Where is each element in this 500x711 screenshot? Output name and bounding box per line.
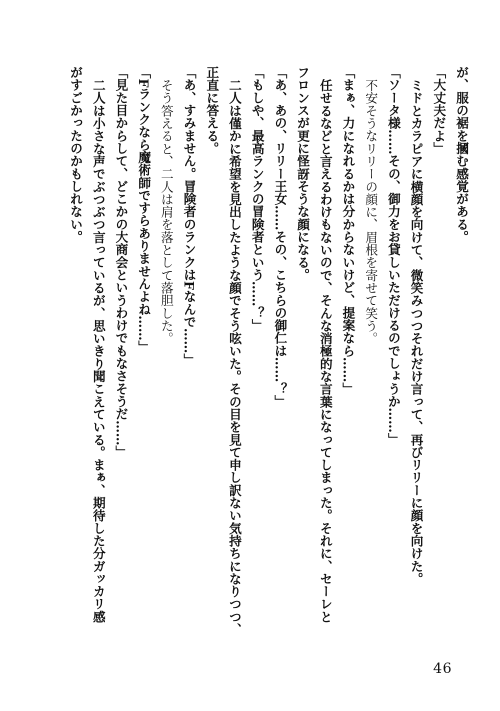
- text-line-17: 二人は小さな声でぶつぶつ言っているが、思いきり聞こえている。まぁ、期待した分ガッカリ感: [90, 78, 106, 623]
- text-line-16: 「見た目からして、どこかの大商会というわけでもなさそうだ……」: [113, 66, 129, 459]
- text-line-8: フロンスが更に怪訝そうな顔になる。: [295, 66, 311, 282]
- text-line-15: 「Fランクなら魔術師ですらありませんよね……」: [136, 66, 152, 354]
- text-line-7: 任せるなどと言えるわけもないので、そんな消極的な言葉になってしまった。それに、セーレと: [317, 78, 333, 623]
- text-line-2: 「大丈夫だよ」: [431, 66, 447, 155]
- text-line-10: 「もしや、最高ランクの冒険者という……？」: [249, 66, 265, 332]
- vertical-text-block: [24, 66, 472, 636]
- text-line-9: 「あ、あの、リリー王女……その、こちらの御仁は……？」: [272, 66, 288, 408]
- text-line-18: がすごかったのかもしれない。: [68, 66, 84, 244]
- text-line-13: 「あ、すみません。冒険者のランクはFなんで……」: [181, 66, 197, 366]
- text-line-11: 二人は僅かに希望を見出したような顔でそう呟いた。その目を見て申し訳ない気持ちになりつつ、: [226, 78, 242, 636]
- text-line-14: そう答えると、二人は肩を落として落胆した。: [158, 78, 174, 345]
- text-line-3: ミドとカラピアに横顔を向けて、微笑みつつそれだけ言って、再びリリーに顔を向けた。: [408, 78, 424, 585]
- page-number: 46: [433, 661, 452, 677]
- text-line-6: 「まぁ、力になれるかは分からないけど、提案なら……」: [340, 66, 356, 395]
- text-line-1: が、服の裾を摑む感覚がある。: [454, 66, 469, 244]
- text-line-12: 正直に答える。: [204, 66, 220, 155]
- text-line-4: 「ソータ様……その、御力をお貸しいただけるのでしょうか……」: [385, 66, 401, 446]
- text-line-5: 不安そうなリリーの顔に、眉根を寄せて笑う。: [363, 78, 379, 345]
